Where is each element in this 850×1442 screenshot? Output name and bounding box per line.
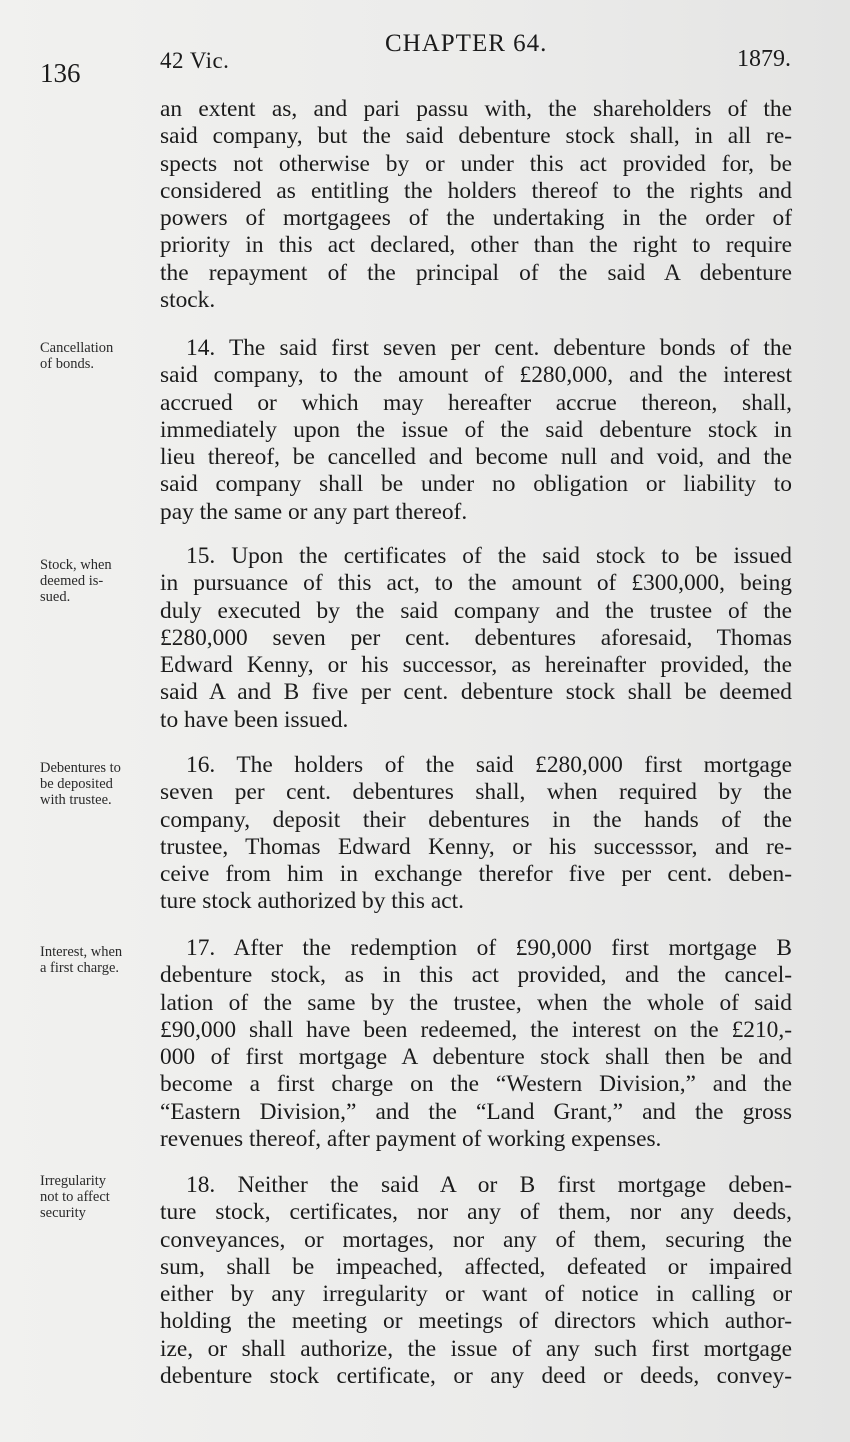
text-line: spects not otherwise by or under this act provided for, be — [160, 150, 792, 177]
text-line: said company, but the said debenture stock shall, in all re- — [160, 123, 792, 150]
text-line: considered as entitling the holders thereof to the rights and — [160, 177, 792, 204]
text-line: 000 of first mortgage A debenture stock shall then be and — [160, 1044, 792, 1071]
text-line: to have been issued. — [160, 706, 349, 733]
margin-note-interest-first-charge: Interest, when a first charge. — [40, 944, 123, 976]
section-15 — [160, 543, 792, 734]
text-line: £280,000 seven per cent. debentures aforesaid, Thomas — [160, 624, 792, 651]
section-16 — [160, 752, 792, 916]
text-line: immediately upon the issue of the said debenture stock in — [160, 416, 792, 443]
text-line: “Eastern Division,” and the “Land Grant,” and the gross — [160, 1098, 792, 1125]
text-line: either by any irregularity or want of notice in calling or — [160, 1281, 792, 1308]
text-line: ceive from him in exchange therefor five per cent. deben- — [160, 861, 792, 888]
text-line: Edward Kenny, or his successor, as hereinafter provided, the — [160, 652, 792, 679]
regnal-year: 42 Vic. — [160, 48, 230, 73]
text-line: powers of mortgagees of the undertaking in the order of — [160, 205, 792, 232]
text-line: the repayment of the principal of the said A debenture — [160, 259, 792, 286]
text-line: revenues thereof, after payment of working expenses. — [160, 1126, 662, 1153]
margin-note-irregularity: Irregularity not to affect security — [40, 1173, 110, 1221]
text-line: 18. Neither the said A or B first mortgage deben- — [186, 1172, 792, 1198]
text-line: sum, shall be impeached, affected, defeated or impaired — [160, 1253, 792, 1280]
text-line: priority in this act declared, other than the right to require — [160, 232, 792, 259]
text-line: company, deposit their debentures in the hands of the — [160, 806, 792, 833]
margin-note-cancellation: Cancellation of bonds. — [40, 340, 114, 372]
chapter-heading: CHAPTER 64. — [385, 30, 548, 57]
text-line: seven per cent. debentures shall, when required by the — [160, 779, 792, 806]
text-line: lation of the same by the trustee, when the whole of said — [160, 989, 792, 1016]
text-line: in pursuance of this act, to the amount of £300,000, being — [160, 570, 792, 597]
text-line: debenture stock certificate, or any deed or deeds, convey- — [160, 1363, 792, 1390]
text-line: duly executed by the said company and the trustee of the — [160, 597, 792, 624]
text-line: lieu thereof, be cancelled and become null and void, and the — [160, 444, 792, 471]
text-line: ize, or shall authorize, the issue of any such first mortgage — [160, 1335, 792, 1362]
text-line: 14. The said first seven per cent. debenture bonds of the — [186, 335, 792, 361]
text-line: an extent as, and pari passu with, the shareholders of the — [160, 96, 792, 122]
text-line: become a first charge on the “Western Division,” and the — [160, 1071, 792, 1098]
margin-note-debentures-deposited: Debentures to be deposited with trustee. — [40, 760, 121, 808]
text-line: holding the meeting or meetings of directors which author- — [160, 1308, 792, 1335]
text-line: said company shall be under no obligation or liability to — [160, 471, 792, 498]
text-line: ture stock authorized by this act. — [160, 888, 464, 915]
year: 1879. — [737, 46, 791, 72]
running-header — [0, 28, 850, 88]
text-line: debenture stock, as in this act provided, and the cancel- — [160, 962, 792, 989]
text-line: stock. — [160, 287, 216, 314]
text-line: trustee, Thomas Edward Kenny, or his successsor, and re- — [160, 833, 792, 860]
section-14 — [160, 335, 792, 526]
text-line: said A and B five per cent. debenture stock shall be deemed — [160, 679, 792, 706]
continued-paragraph — [160, 96, 792, 314]
text-line: accrued or which may hereafter accrue thereon, shall, — [160, 389, 792, 416]
text-line: ture stock, certificates, nor any of them, nor any deeds, — [160, 1199, 792, 1226]
text-line: £90,000 shall have been redeemed, the interest on the £210,- — [160, 1016, 792, 1043]
margin-note-stock-issued: Stock, when deemed is- sued. — [40, 557, 112, 605]
text-line: 17. After the redemption of £90,000 first mortgage B — [186, 935, 792, 961]
section-17 — [160, 935, 792, 1153]
text-line: pay the same or any part thereof. — [160, 498, 468, 525]
page-number: 136 — [40, 58, 81, 88]
section-18 — [160, 1172, 792, 1390]
text-line: said company, to the amount of £280,000, and the interest — [160, 362, 792, 389]
text-line: 16. The holders of the said £280,000 first mortgage — [186, 752, 792, 778]
text-line: 15. Upon the certificates of the said stock to be issued — [186, 543, 792, 569]
text-line: conveyances, or mortages, nor any of them, securing the — [160, 1226, 792, 1253]
